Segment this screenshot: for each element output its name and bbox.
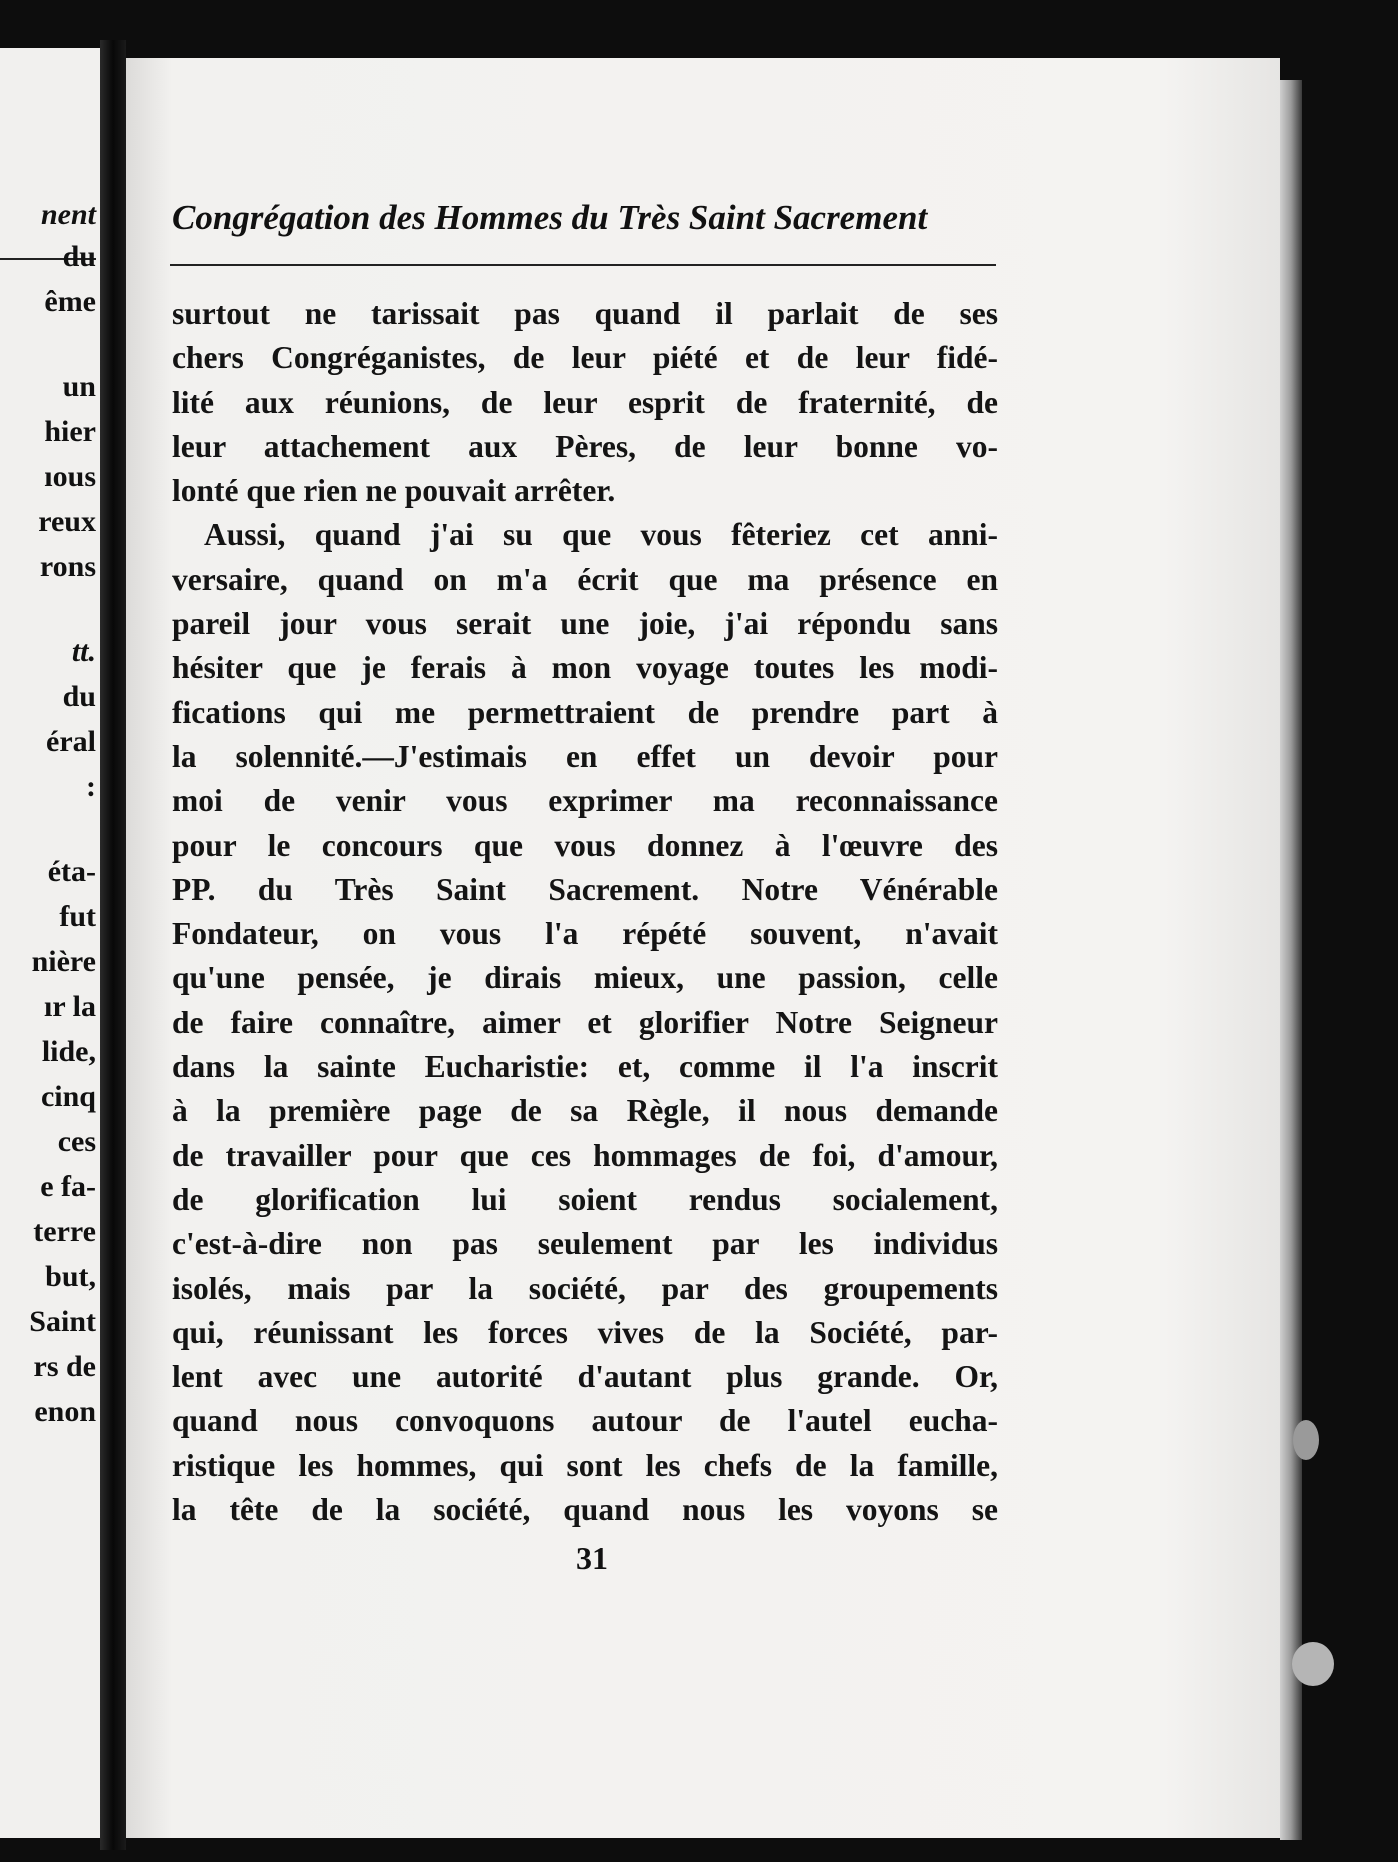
text-line: lonté que rien ne pouvait arrêter. [172,473,616,509]
text-line: ristique les hommes, qui sont les chefs de la famille, [172,1447,998,1483]
body-text [172,292,998,1532]
left-text-fragment: tt. [71,635,96,668]
left-text-fragment: éta- [47,855,96,888]
text-line: c'est-à-dire non pas seulement par les individus [172,1226,998,1262]
left-text-fragment: du [62,680,96,713]
left-text-fragment: : [86,770,96,803]
text-line: surtout ne tarissait pas quand il parlait de ses [172,296,998,331]
text-line: pour le concours que vous donnez à l'œuvre des [172,827,998,863]
left-text-fragment: enon [34,1395,96,1428]
left-text-fragment: nière [31,945,96,978]
text-line: isolés, mais par la société, par des groupements [172,1270,998,1306]
left-text-fragment: Saint [29,1305,96,1338]
left-text-fragment: fut [59,900,96,933]
text-line: fications qui me permettraient de prendre part à [172,694,998,730]
left-running-head: nent [40,198,96,231]
text-line: PP. du Très Saint Sacrement. Notre Vénérable [172,871,998,907]
text-line: qui, réunissant les forces vives de la Société, par- [172,1314,998,1350]
text-line: la tête de la société, quand nous les voyons se [172,1492,998,1528]
text-line: quand nous convoquons autour de l'autel eucha- [172,1403,998,1439]
left-text-fragment: e fa- [40,1170,96,1203]
ink-blot [1293,1420,1319,1460]
text-line: Aussi, quand j'ai su que vous fêteriez cet anni- [204,517,998,553]
text-line: de glorification lui soient rendus socialement, [172,1181,998,1217]
left-text-fragment: reux [38,505,96,538]
page-number: 31 [576,1540,608,1576]
left-text-fragment: but, [45,1260,96,1293]
left-text-fragment: rs de [33,1350,96,1383]
text-line: versaire, quand on m'a écrit que ma présence en [172,561,998,597]
text-line: hésiter que je ferais à mon voyage toutes les modi- [172,650,998,686]
left-text-fragment: hier [44,415,96,448]
text-line: lité aux réunions, de leur esprit de fraternité, de [172,384,998,420]
text-line: pareil jour vous serait une joie, j'ai répondu sans [172,606,998,642]
text-line: Fondateur, on vous l'a répété souvent, n'avait [172,916,998,952]
left-text-fragment: du [62,240,96,273]
text-line: de travailler pour que ces hommages de foi, d'amour, [172,1137,998,1173]
ink-blot [1292,1642,1334,1686]
page-edge [1280,80,1302,1840]
left-page-fragment [0,48,100,1838]
left-text-fragment: éral [46,725,96,758]
left-text-fragment: lide, [41,1035,96,1068]
left-text-fragment: un [62,370,96,403]
left-text-fragment: ıous [44,460,96,493]
text-line: à la première page de sa Règle, il nous demande [172,1093,998,1129]
text-line: la solennité.—J'estimais en effet un devoir pour [172,738,998,774]
text-line: leur attachement aux Pères, de leur bonne vo- [172,428,998,464]
left-text-fragment: rons [39,550,96,583]
text-line: moi de venir vous exprimer ma reconnaissance [172,783,998,819]
text-line: chers Congréganistes, de leur piété et de leur fidé- [172,340,998,376]
text-line: lent avec une autorité d'autant plus grande. Or, [172,1359,998,1395]
header-rule [170,264,996,266]
book-gutter [100,40,126,1850]
left-text-fragment: ême [44,285,96,318]
left-text-fragment: cinq [40,1080,96,1113]
running-head: Congrégation des Hommes du Très Saint Sacrement [172,198,928,237]
left-text-fragment: ces [57,1125,96,1158]
text-line: dans la sainte Eucharistie: et, comme il l'a inscrit [172,1049,998,1085]
text-line: qu'une pensée, je dirais mieux, une passion, celle [172,960,998,996]
text-line: de faire connaître, aimer et glorifier Notre Seigneur [172,1004,998,1040]
left-text-fragment: terre [33,1215,96,1248]
left-text-fragment: ır la [44,990,96,1023]
